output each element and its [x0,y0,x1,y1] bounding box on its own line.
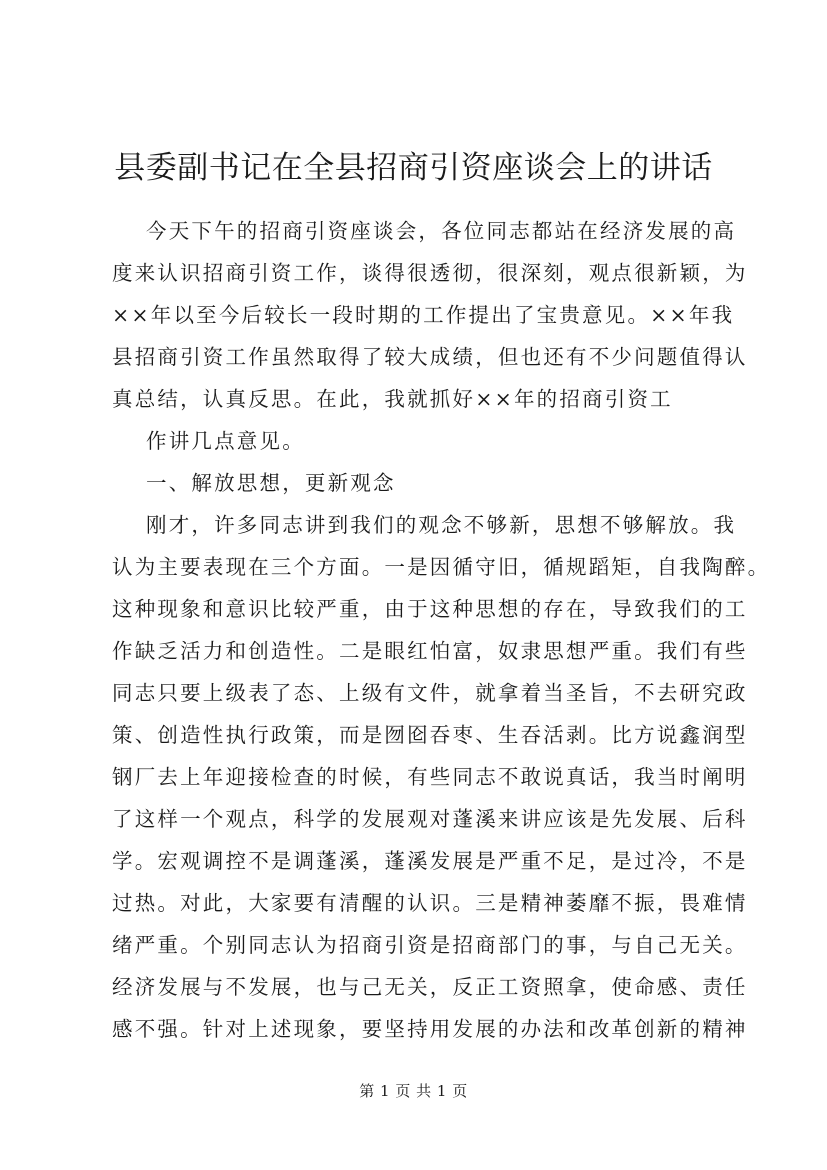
paragraph-line: 策、创造性执行政策，而是囫囵吞枣、生吞活剥。比方说鑫润型 [112,723,748,747]
body-spacer [112,168,736,210]
paragraph-line: 认为主要表现在三个方面。一是因循守旧，循规蹈矩，自我陶醉。 [112,555,771,579]
paragraph-line: 作讲几点意见。 [146,429,305,453]
paragraph-line: 感不强。针对上述现象，要坚持用发展的办法和改革创新的精神 [112,1017,748,1041]
paragraph-line: 经济发展与不发展，也与己无关，反正工资照拿，使命感、责任 [112,975,748,999]
paragraph-line: ××年以至今后较长一段时期的工作提出了宝贵意见。××年我 [112,303,735,327]
paragraph-line: 度来认识招商引资工作，谈得很透彻，很深刻，观点很新颖，为 [112,261,748,285]
page-number: 第 1 页 共 1 页 [359,1082,468,1100]
paragraph-line: 绪严重。个别同志认为招商引资是招商部门的事，与自己无关。 [112,933,748,957]
paragraph-line: 作缺乏活力和创造性。二是眼红怕富，奴隶思想严重。我们有些 [112,639,748,663]
paragraph-line: 县招商引资工作虽然取得了较大成绩，但也还有不少问题值得认 [112,345,748,369]
paragraph-line: 这种现象和意识比较严重，由于这种思想的存在，导致我们的工 [112,597,748,621]
paragraph-line: 过热。对此，大家要有清醒的认识。三是精神萎靡不振，畏难情 [112,891,748,915]
paragraph-line: 同志只要上级表了态、上级有文件，就拿着当圣旨，不去研究政 [112,681,748,705]
paragraph-line: 刚才，许多同志讲到我们的观念不够新，思想不够解放。我 [146,513,737,537]
paragraph-line: 真总结，认真反思。在此，我就抓好××年的招商引资工 [112,387,673,411]
paragraph-line: 了这样一个观点，科学的发展观对蓬溪来讲应该是先发展、后科 [112,807,748,831]
paragraph-line: 钢厂去上年迎接检查的时候，有些同志不敢说真话，我当时阐明 [112,765,748,789]
paragraph-line: 今天下午的招商引资座谈会，各位同志都站在经济发展的高 [146,219,737,243]
section-heading: 一、解放思想，更新观念 [146,471,396,495]
document-title: 县委副书记在全县招商引资座谈会上的讲话 [114,150,713,186]
paragraph-line: 学。宏观调控不是调蓬溪，蓬溪发展是严重不足，是过冷，不是 [112,849,748,873]
document-body [112,168,771,1050]
